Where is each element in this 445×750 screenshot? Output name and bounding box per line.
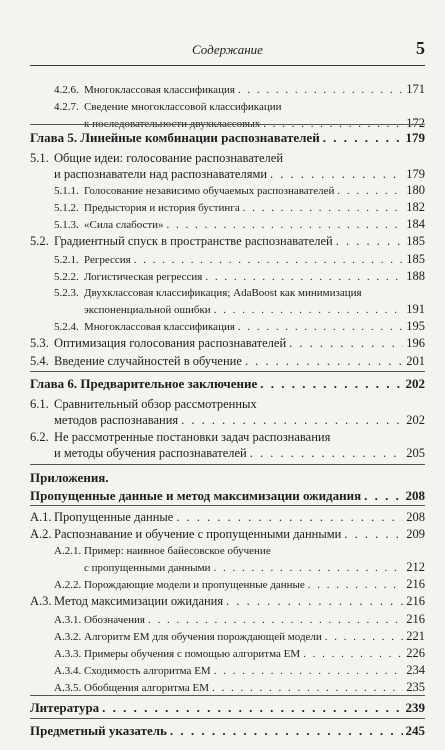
- toc-entry-number: 5.1.1.: [54, 185, 79, 197]
- toc-entry[interactable]: [30, 470, 425, 486]
- toc-entry[interactable]: [54, 81, 425, 97]
- toc-entry-number: 5.2.3.: [54, 287, 79, 299]
- toc-entry-number: А.2.1.: [54, 545, 82, 557]
- toc-entry[interactable]: [54, 679, 425, 695]
- toc-entry[interactable]: [54, 285, 425, 317]
- toc-entry-number: 5.1.3.: [54, 219, 79, 231]
- toc-entry[interactable]: [30, 396, 425, 428]
- toc-entry-title: Обобщения алгоритма ЕМ: [84, 682, 209, 694]
- toc-entry-number: 5.1.2.: [54, 202, 79, 214]
- dot-leader: [181, 412, 403, 428]
- dot-leader: [214, 663, 404, 679]
- section-divider: [30, 464, 425, 465]
- toc-entry[interactable]: [54, 268, 425, 284]
- toc-entry-title: Введение случайностей в обучение: [54, 354, 242, 368]
- dot-leader: [148, 612, 403, 628]
- toc-entry-number: 5.2.4.: [54, 321, 79, 333]
- dot-leader: [238, 82, 403, 98]
- toc-entry-page: 179: [406, 167, 425, 181]
- toc-entry-number: А.2.: [30, 527, 52, 541]
- toc-entry-number: А.3.2.: [54, 631, 82, 643]
- dot-leader: [250, 445, 404, 461]
- toc-entry-page: 182: [406, 200, 425, 214]
- toc-entry-title: Многоклассовая классификация: [84, 321, 235, 333]
- toc-entry[interactable]: [54, 662, 425, 678]
- toc-entry-page: 179: [405, 130, 425, 145]
- dot-leader: [212, 680, 403, 696]
- toc-entry-number: А.1.: [30, 510, 52, 524]
- toc-entry-number: 6.1.: [30, 397, 49, 411]
- toc-entry-page: 191: [406, 302, 425, 316]
- dot-leader: [243, 200, 404, 216]
- toc-entry[interactable]: [30, 233, 425, 249]
- dot-leader: [226, 593, 403, 609]
- toc-entry-page: 235: [406, 680, 425, 694]
- toc-entry[interactable]: [30, 509, 425, 525]
- toc-entry-page: 212: [406, 560, 425, 574]
- toc-entry-number: 4.2.7.: [54, 101, 79, 113]
- dot-leader: [270, 166, 403, 182]
- dot-leader: [336, 233, 404, 249]
- toc-entry-number: А.3.1.: [54, 614, 82, 626]
- section-divider: [30, 718, 425, 719]
- dot-leader: [176, 509, 403, 525]
- toc-entry-title: Распознавание и обучение с пропущенными данными: [54, 527, 342, 541]
- page-title: Содержание: [192, 42, 263, 57]
- dot-leader: [325, 629, 403, 645]
- toc-entry[interactable]: [54, 628, 425, 644]
- toc-entry[interactable]: [30, 130, 425, 146]
- toc-entry-number: 6.2.: [30, 430, 49, 444]
- toc-entry-title: и распознаватели над распознавателями: [54, 167, 268, 181]
- toc-entry[interactable]: [54, 251, 425, 267]
- toc-entry[interactable]: [54, 99, 425, 131]
- toc-entry-title: Пропущенные данные и метод максимизации ожидания: [30, 488, 362, 503]
- dot-leader: [214, 302, 404, 318]
- toc-entry-page: 239: [405, 700, 425, 715]
- toc-entry-title: Голосование независимо обучаемых распознавателей: [84, 185, 335, 197]
- toc-entry[interactable]: [54, 182, 425, 198]
- toc-entry[interactable]: [30, 488, 425, 504]
- toc-entry-page: 216: [406, 594, 425, 608]
- dot-leader: [289, 335, 403, 351]
- toc-entry-page: 172: [406, 116, 425, 130]
- toc-entry-title: методов распознавания: [54, 413, 179, 427]
- dot-leader: [167, 217, 404, 233]
- dot-leader: [214, 560, 404, 576]
- toc-entry-number: А.2.2.: [54, 579, 82, 591]
- toc-entry-title: Алгоритм ЕМ для обучения порождающей модели: [84, 631, 322, 643]
- toc-entry[interactable]: [54, 611, 425, 627]
- toc-entry-title: Примеры обучения с помощью алгоритма ЕМ: [84, 648, 301, 660]
- toc-entry[interactable]: [30, 353, 425, 369]
- toc-entry-title: Общие идеи: голосование распознавателей: [54, 151, 284, 165]
- toc-entry-title: Оптимизация голосования распознавателей: [54, 336, 287, 350]
- toc-entry-title: Порождающие модели и пропущенные данные: [84, 579, 305, 591]
- toc-entry-number: 5.1.: [30, 151, 49, 165]
- toc-entry-title: Сравнительный обзор рассмотренных: [54, 397, 257, 411]
- toc-entry-title: Двухклассовая классификация; AdaBoost как минимизация: [84, 287, 362, 299]
- dot-leader: [170, 723, 403, 739]
- toc-entry-page: 216: [406, 612, 425, 626]
- toc-entry-page: 234: [406, 663, 425, 677]
- section-divider: [30, 371, 425, 372]
- toc-entry[interactable]: [30, 335, 425, 351]
- toc-entry-number: 5.3.: [30, 336, 49, 350]
- dot-leader: [238, 319, 403, 335]
- toc-entry-page: 221: [406, 629, 425, 643]
- toc-entry[interactable]: [54, 216, 425, 232]
- toc-entry-title: Не рассмотренные постановки задач распознавания: [54, 430, 331, 444]
- toc-entry-page: 209: [406, 527, 425, 541]
- dot-leader: [364, 488, 402, 504]
- toc-entry-title: Градиентный спуск в пространстве распознавателей: [54, 234, 333, 248]
- toc-entry[interactable]: [30, 723, 425, 739]
- toc-entry[interactable]: [30, 376, 425, 392]
- toc-entry-title: Предметный указатель: [30, 723, 167, 738]
- dot-leader: [245, 353, 403, 369]
- page-number: 5: [416, 38, 425, 58]
- toc-entry-title: Сведение многоклассовой классификации: [84, 101, 282, 113]
- toc-entry-title: Глава 6. Предварительное заключение: [30, 376, 258, 391]
- toc-entry-page: 202: [406, 413, 425, 427]
- toc-entry-title: Многоклассовая классификация: [84, 84, 235, 96]
- toc-entry[interactable]: [30, 700, 425, 716]
- toc-entry-number: 5.2.1.: [54, 254, 79, 266]
- toc-entry-title: Сходимость алгоритма ЕМ: [84, 665, 211, 677]
- toc-entry-page: 208: [406, 510, 425, 524]
- toc-entry[interactable]: [30, 150, 425, 182]
- section-divider: [30, 505, 425, 506]
- toc-entry-number: А.3.4.: [54, 665, 82, 677]
- toc-entry-page: 196: [406, 336, 425, 350]
- toc-entry-page: 171: [406, 82, 425, 96]
- section-divider: [30, 124, 425, 125]
- dot-leader: [308, 577, 403, 593]
- toc-entry-page: 180: [406, 183, 425, 197]
- toc-entry[interactable]: [54, 576, 425, 592]
- toc-entry-title: Обозначения: [84, 614, 145, 626]
- toc-entry-number: А.3.3.: [54, 648, 82, 660]
- toc-entry-page: 202: [405, 376, 425, 391]
- toc-entry-title: Метод максимизации ожидания: [54, 594, 224, 608]
- toc-entry-number: 5.4.: [30, 354, 49, 368]
- toc-entry-title: Пример: наивное байесовское обучение: [84, 545, 271, 557]
- dot-leader: [303, 646, 403, 662]
- toc-entry-title: Логистическая регрессия: [84, 271, 203, 283]
- section-divider: [30, 695, 425, 696]
- toc-entry-page: 216: [406, 577, 425, 591]
- toc-entry-number: 5.2.2.: [54, 271, 79, 283]
- toc-entry-title: Предыстория и история бустинга: [84, 202, 240, 214]
- dot-leader: [344, 526, 403, 542]
- toc-entry-title: Пропущенные данные: [54, 510, 174, 524]
- toc-entry-number: 4.2.6.: [54, 84, 79, 96]
- toc-entry-page: 188: [406, 269, 425, 283]
- toc-entry-title: Глава 5. Линейные комбинации распознавателей: [30, 130, 320, 145]
- toc-entry-title: к последовательности двухклассовых: [84, 118, 261, 130]
- toc-entry[interactable]: [54, 318, 425, 334]
- toc-entry[interactable]: [54, 645, 425, 661]
- toc-entry-title: экспоненциальной ошибки: [84, 304, 211, 316]
- toc-entry-title: Литература: [30, 700, 100, 715]
- toc-entry-page: 184: [406, 217, 425, 231]
- toc-entry-page: 195: [406, 319, 425, 333]
- toc-entry-title: «Сила слабости»: [84, 219, 164, 231]
- toc-entry-page: 201: [406, 354, 425, 368]
- toc-entry-number: 5.2.: [30, 234, 49, 248]
- dot-leader: [134, 252, 404, 268]
- dot-leader: [205, 269, 403, 285]
- toc-entry-title: и методы обучения распознавателей: [54, 446, 247, 460]
- dot-leader: [323, 130, 403, 146]
- dot-leader: [102, 700, 402, 716]
- toc-entry[interactable]: [54, 543, 425, 575]
- toc-entry-page: 208: [405, 488, 425, 503]
- dot-leader: [337, 183, 403, 199]
- dot-leader: [260, 376, 402, 392]
- toc-entry[interactable]: [30, 593, 425, 609]
- toc-entry-title: Приложения.: [30, 470, 109, 485]
- toc-entry-number: А.3.5.: [54, 682, 82, 694]
- toc-entry-title: с пропущенными данными: [84, 562, 211, 574]
- toc-entry[interactable]: [30, 526, 425, 542]
- toc-entry-title: Регрессия: [84, 254, 131, 266]
- toc-entry-page: 245: [405, 723, 425, 738]
- toc-entry-number: А.3.: [30, 594, 52, 608]
- toc-entry-page: 185: [406, 252, 425, 266]
- toc-entry-page: 226: [406, 646, 425, 660]
- toc-entry-page: 185: [406, 234, 425, 248]
- toc-entry[interactable]: [54, 199, 425, 215]
- toc-entry-page: 205: [406, 446, 425, 460]
- toc-entry[interactable]: [30, 429, 425, 461]
